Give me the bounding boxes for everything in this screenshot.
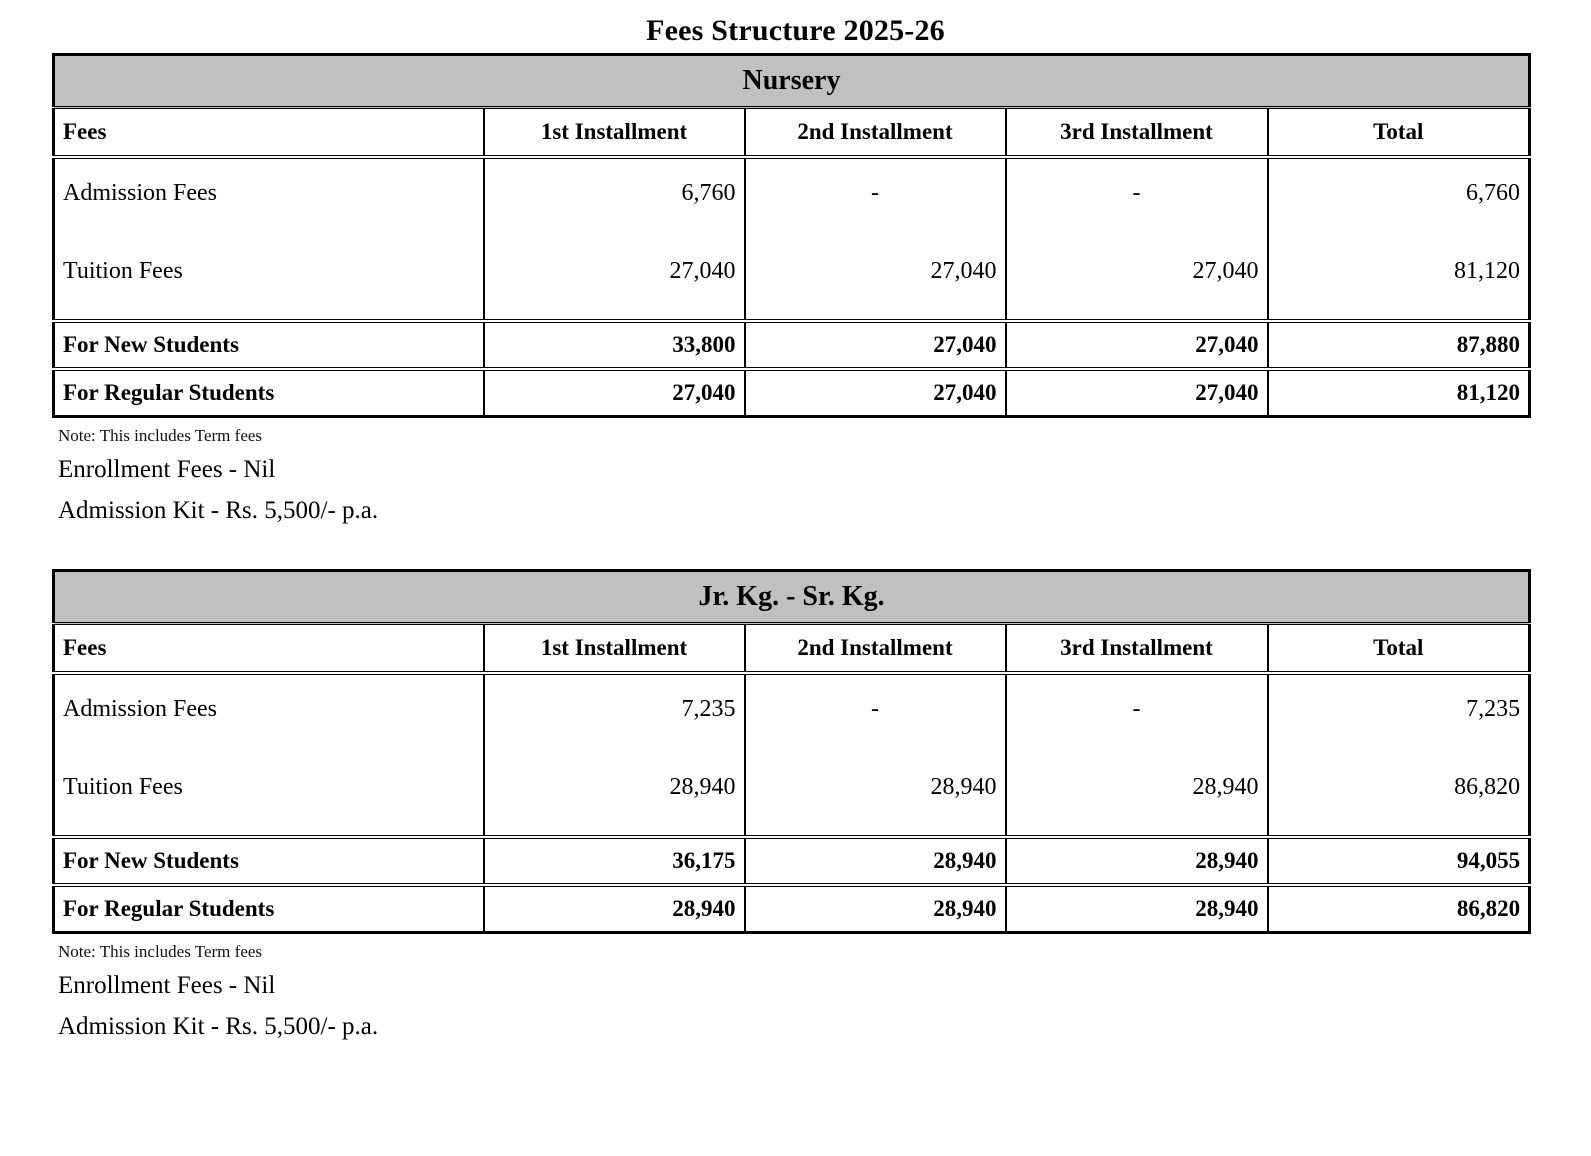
summary-installment-1: 33,800 xyxy=(484,321,745,369)
fee-items-block xyxy=(54,157,1530,321)
fee-installment-1-cell xyxy=(484,673,745,837)
column-header-installment-1: 1st Installment xyxy=(484,624,745,674)
table-cell-value: 81,120 xyxy=(1454,259,1520,284)
fees-table-block-jrkg-srkg xyxy=(52,569,1528,934)
table-cell-value: - xyxy=(871,181,879,206)
summary-installment-3: 27,040 xyxy=(1006,369,1268,417)
summary-installment-2: 28,940 xyxy=(745,837,1006,885)
note-admission-kit: Admission Kit - Rs. 5,500/- p.a. xyxy=(58,496,379,524)
fees-table-nursery xyxy=(52,53,1531,418)
summary-label: For Regular Students xyxy=(54,885,484,933)
section-spacer xyxy=(0,531,1591,569)
table-row-label: Admission Fees xyxy=(63,697,218,723)
fee-total-cell xyxy=(1268,673,1530,837)
fee-installment-3-cell xyxy=(1006,673,1268,837)
summary-total: 87,880 xyxy=(1268,321,1530,369)
table-cell-value: 7,235 xyxy=(1466,697,1521,723)
summary-installment-1: 28,940 xyxy=(484,885,745,933)
table-cell-value: 28,940 xyxy=(1192,775,1259,801)
grade-banner-row xyxy=(54,571,1530,624)
fee-total-list xyxy=(1269,675,1529,835)
note-admission-kit: Admission Kit - Rs. 5,500/- p.a. xyxy=(58,1013,379,1041)
column-header-installment-1: 1st Installment xyxy=(484,108,745,158)
table-cell-value: 28,940 xyxy=(930,775,997,801)
fee-label-list xyxy=(55,675,483,835)
grade-banner-row xyxy=(54,55,1530,108)
summary-installment-2: 27,040 xyxy=(745,321,1006,369)
summary-label: For Regular Students xyxy=(54,369,484,417)
column-header-fees: Fees xyxy=(54,624,484,674)
table-cell-value: 28,940 xyxy=(669,775,736,801)
fee-label-list xyxy=(55,159,483,319)
table-cell-value: 6,760 xyxy=(681,181,736,206)
fee-installment-1-list xyxy=(485,675,744,835)
column-header-installment-2: 2nd Installment xyxy=(745,624,1006,674)
table-cell-value: - xyxy=(1132,697,1141,723)
fee-items-block xyxy=(54,673,1530,837)
notes-block-jrkg-srkg xyxy=(52,934,1539,1047)
fee-installment-2-cell xyxy=(745,673,1006,837)
table-cell-value: 27,040 xyxy=(1192,259,1259,284)
fee-labels-cell xyxy=(54,673,484,837)
column-header-installment-2: 2nd Installment xyxy=(745,108,1006,158)
column-header-total: Total xyxy=(1268,108,1530,158)
table-row-label: Tuition Fees xyxy=(63,775,183,801)
summary-row-new-students xyxy=(54,837,1530,885)
summary-row-new-students xyxy=(54,321,1530,369)
note-term-fees: Note: This includes Term fees xyxy=(58,942,263,962)
grade-banner-label: Nursery xyxy=(54,55,1530,108)
summary-installment-1: 36,175 xyxy=(484,837,745,885)
summary-installment-1: 27,040 xyxy=(484,369,745,417)
column-header-fees: Fees xyxy=(54,108,484,158)
summary-installment-2: 28,940 xyxy=(745,885,1006,933)
summary-installment-3: 27,040 xyxy=(1006,321,1268,369)
table-cell-value: 27,040 xyxy=(669,259,736,284)
notes-block-nursery xyxy=(52,418,1539,531)
column-header-installment-3: 3rd Installment xyxy=(1006,624,1268,674)
page-title: Fees Structure 2025-26 xyxy=(646,14,945,47)
summary-row-regular-students xyxy=(54,369,1530,417)
fee-installment-3-cell xyxy=(1006,157,1268,321)
summary-row-regular-students xyxy=(54,885,1530,933)
fees-table-block-nursery xyxy=(52,53,1528,418)
fee-installment-2-list xyxy=(746,159,1005,319)
table-row-label: Admission Fees xyxy=(63,181,218,206)
table-cell-value: 6,760 xyxy=(1466,181,1520,206)
table-row-label: Tuition Fees xyxy=(63,259,183,284)
table-cell-value: 7,235 xyxy=(681,697,736,723)
fee-installment-2-list xyxy=(746,675,1005,835)
fees-table-jrkg-srkg xyxy=(52,569,1531,934)
note-term-fees: Note: This includes Term fees xyxy=(58,426,263,445)
fee-installment-2-cell xyxy=(745,157,1006,321)
summary-installment-2: 27,040 xyxy=(745,369,1006,417)
fee-installment-3-list xyxy=(1007,159,1267,319)
column-header-row xyxy=(54,108,1530,158)
column-header-total: Total xyxy=(1268,624,1530,674)
fee-installment-1-list xyxy=(485,159,744,319)
summary-total: 86,820 xyxy=(1268,885,1530,933)
summary-installment-3: 28,940 xyxy=(1006,885,1268,933)
table-cell-value: - xyxy=(871,697,879,723)
summary-installment-3: 28,940 xyxy=(1006,837,1268,885)
note-enrollment: Enrollment Fees - Nil xyxy=(58,455,276,483)
table-cell-value: 86,820 xyxy=(1454,775,1521,801)
table-cell-value: 27,040 xyxy=(930,259,997,284)
summary-label: For New Students xyxy=(54,837,484,885)
fee-total-cell xyxy=(1268,157,1530,321)
summary-total: 94,055 xyxy=(1268,837,1530,885)
column-header-row xyxy=(54,624,1530,674)
fee-installment-1-cell xyxy=(484,157,745,321)
column-header-installment-3: 3rd Installment xyxy=(1006,108,1268,158)
grade-banner-label: Jr. Kg. - Sr. Kg. xyxy=(54,571,1530,624)
fee-installment-3-list xyxy=(1007,675,1267,835)
table-cell-value: - xyxy=(1132,181,1141,206)
note-enrollment: Enrollment Fees - Nil xyxy=(58,971,276,999)
summary-total: 81,120 xyxy=(1268,369,1530,417)
summary-label: For New Students xyxy=(54,321,484,369)
fee-labels-cell xyxy=(54,157,484,321)
fee-total-list xyxy=(1269,159,1529,319)
